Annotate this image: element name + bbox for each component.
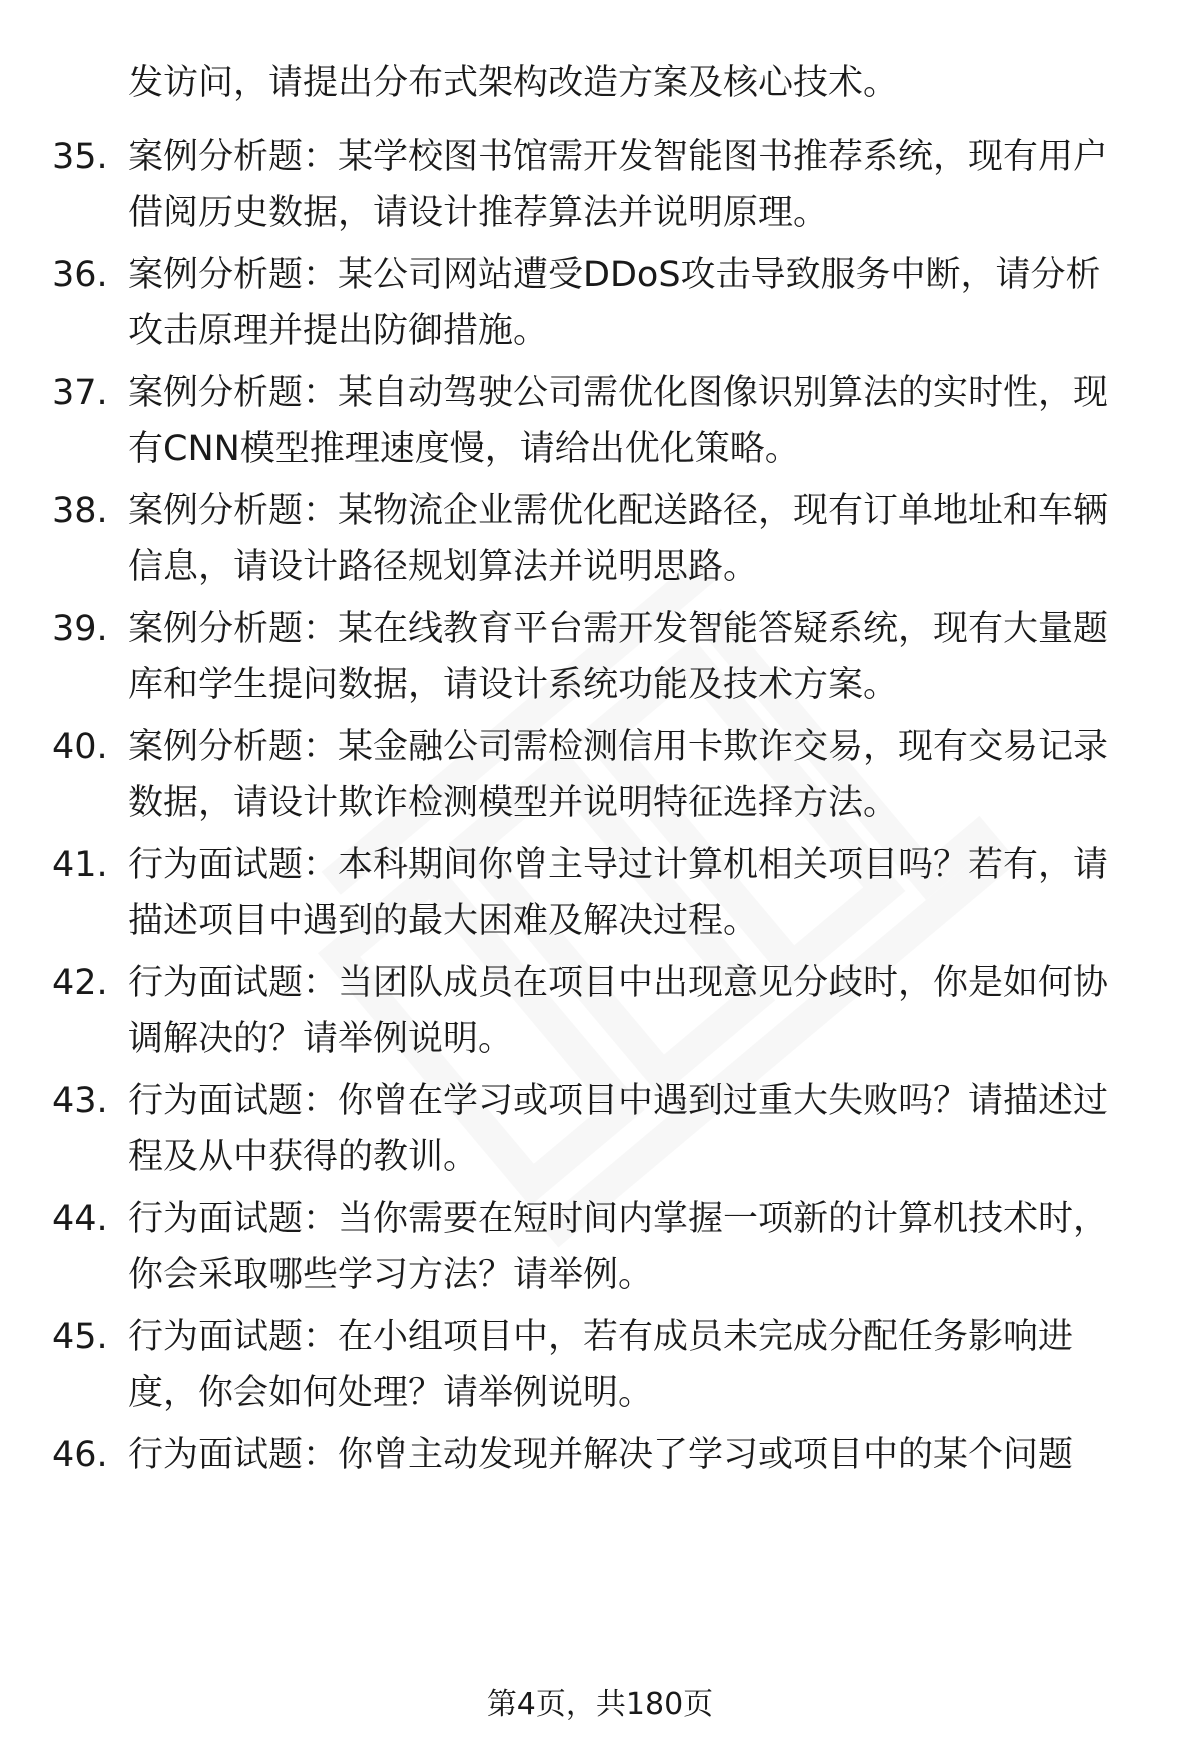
- question-text-line: 案例分析题：某物流企业需优化配送路径，现有订单地址和车辆: [128, 491, 1109, 531]
- question-number: 44.: [52, 1199, 108, 1239]
- question-text-line: 案例分析题：某在线教育平台需开发智能答疑系统，现有大量题: [128, 609, 1109, 649]
- question-number: 42.: [52, 963, 108, 1003]
- question-number: 43.: [52, 1081, 108, 1121]
- question-number: 39.: [52, 609, 108, 649]
- question-number: 35.: [52, 137, 108, 177]
- question-text-line: 行为面试题：本科期间你曾主导过计算机相关项目吗？若有，请: [128, 845, 1109, 885]
- question-item: [0, 1428, 1200, 1548]
- question-text-line: 案例分析题：某金融公司需检测信用卡欺诈交易，现有交易记录: [128, 727, 1109, 767]
- continuation-line: 发访问，请提出分布式架构改造方案及核心技术。: [128, 63, 899, 103]
- question-text-line: 库和学生提问数据，请设计系统功能及技术方案。: [128, 665, 899, 705]
- question-item: [0, 248, 1200, 368]
- question-text-line: 案例分析题：某自动驾驶公司需优化图像识别算法的实时性，现: [128, 373, 1109, 413]
- question-item: [0, 1074, 1200, 1194]
- question-text-line: 案例分析题：某公司网站遭受DDoS攻击导致服务中断，请分析: [128, 255, 1101, 295]
- question-number: 38.: [52, 491, 108, 531]
- question-item: [0, 1310, 1200, 1430]
- question-text-line: 调解决的？请举例说明。: [128, 1019, 514, 1059]
- question-text-line: 度，你会如何处理？请举例说明。: [128, 1373, 654, 1413]
- question-text-line: 行为面试题：在小组项目中，若有成员未完成分配任务影响进: [128, 1317, 1074, 1357]
- question-number: 37.: [52, 373, 108, 413]
- question-text-line: 你会采取哪些学习方法？请举例。: [128, 1255, 654, 1295]
- question-text-line: 描述项目中遇到的最大困难及解决过程。: [128, 901, 759, 941]
- question-text-line: 数据，请设计欺诈检测模型并说明特征选择方法。: [128, 783, 899, 823]
- question-item: [0, 366, 1200, 486]
- question-text-line: 借阅历史数据，请设计推荐算法并说明原理。: [128, 193, 829, 233]
- page-footer: 第4页，共180页: [486, 1687, 714, 1722]
- question-number: 40.: [52, 727, 108, 767]
- question-text-line: 行为面试题：当你需要在短时间内掌握一项新的计算机技术时，: [128, 1199, 1109, 1239]
- question-text-line: 程及从中获得的教训。: [128, 1137, 479, 1177]
- question-text-line: 攻击原理并提出防御措施。: [128, 311, 549, 351]
- question-item: [0, 602, 1200, 722]
- question-item: [0, 1192, 1200, 1312]
- question-item: [0, 956, 1200, 1076]
- question-text-line: 行为面试题：你曾主动发现并解决了学习或项目中的某个问题: [128, 1435, 1074, 1475]
- question-number: 45.: [52, 1317, 108, 1357]
- question-text-line: 有CNN模型推理速度慢，请给出优化策略。: [128, 429, 800, 469]
- question-text-line: 信息，请设计路径规划算法并说明思路。: [128, 547, 759, 587]
- question-number: 41.: [52, 845, 108, 885]
- question-number: 36.: [52, 255, 108, 295]
- question-item: [0, 720, 1200, 840]
- question-item: [0, 484, 1200, 604]
- question-item: [0, 130, 1200, 250]
- question-item: [0, 838, 1200, 958]
- question-number: 46.: [52, 1435, 108, 1475]
- question-text-line: 行为面试题：你曾在学习或项目中遇到过重大失败吗？请描述过: [128, 1081, 1109, 1121]
- question-text-line: 行为面试题：当团队成员在项目中出现意见分歧时，你是如何协: [128, 963, 1109, 1003]
- question-text-line: 案例分析题：某学校图书馆需开发智能图书推荐系统，现有用户: [128, 137, 1109, 177]
